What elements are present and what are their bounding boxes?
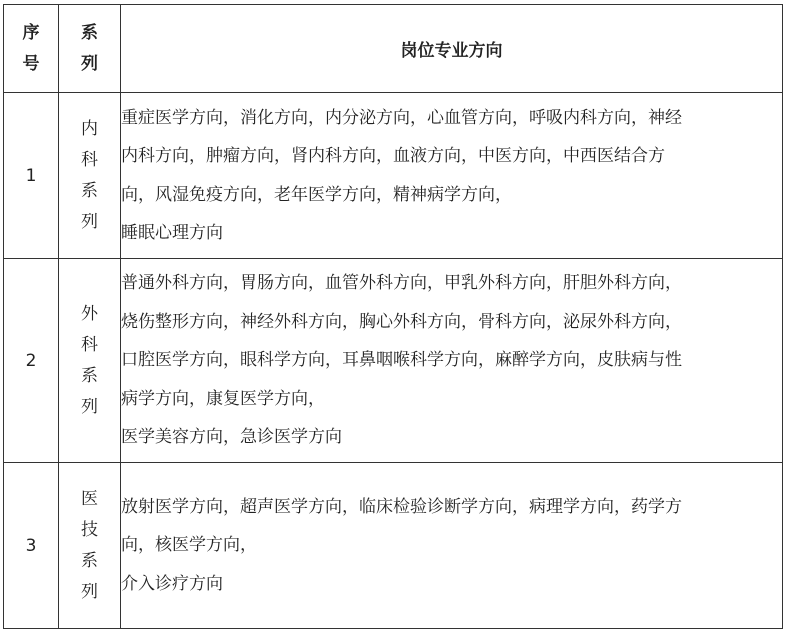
header-no-char: 序 xyxy=(22,22,40,43)
direction-line: 病学方向，康复医学方向， xyxy=(121,388,325,409)
direction-line: 内科方向，肿瘤方向，肾内科方向，血液方向，中医方向，中西医结合方 xyxy=(121,146,665,166)
series-char: 系 xyxy=(81,365,98,386)
table-row xyxy=(4,93,783,259)
series-char: 科 xyxy=(81,334,98,355)
direction-line: 重症医学方向，消化方向，内分泌方向，心血管方向，呼吸内科方向，神经 xyxy=(121,107,682,128)
direction-line: 普通外科方向，胃肠方向，血管外科方向，甲乳外科方向，肝胆外科方向， xyxy=(121,273,682,294)
series-char: 外 xyxy=(81,303,98,324)
header-series-char: 系 xyxy=(81,22,98,43)
series-cell xyxy=(59,463,121,629)
series-cell xyxy=(59,259,121,463)
direction-cell xyxy=(121,259,783,463)
header-series-char: 列 xyxy=(81,53,98,74)
header-row xyxy=(4,5,783,93)
series-char: 列 xyxy=(81,396,98,417)
series-char: 科 xyxy=(81,149,98,170)
direction-line: 烧伤整形方向，神经外科方向，胸心外科方向，骨科方向，泌尿外科方向， xyxy=(121,311,682,332)
row-number: 2 xyxy=(4,259,59,463)
direction-line: 向，核医学方向， xyxy=(121,535,257,556)
header-series xyxy=(59,5,121,93)
series-char: 医 xyxy=(81,488,98,509)
series-char: 系 xyxy=(81,550,98,571)
series-char: 技 xyxy=(81,519,98,540)
direction-line: 医学美容方向，急诊医学方向 xyxy=(121,427,342,448)
header-no-char: 号 xyxy=(22,53,40,74)
direction-cell xyxy=(121,463,783,629)
series-char: 列 xyxy=(81,211,98,232)
direction-line: 向，风湿免疫方向，老年医学方向，精神病学方向， xyxy=(121,184,512,205)
specialty-table xyxy=(3,4,783,629)
header-direction: 岗位专业方向 xyxy=(121,5,783,93)
table-row xyxy=(4,463,783,629)
row-number: 3 xyxy=(4,463,59,629)
header-no xyxy=(4,5,59,93)
series-char: 列 xyxy=(81,581,98,602)
series-cell xyxy=(59,93,121,259)
direction-cell xyxy=(121,93,783,259)
series-char: 系 xyxy=(81,180,98,201)
row-number: 1 xyxy=(4,93,59,259)
direction-line: 睡眠心理方向 xyxy=(121,223,223,243)
series-char: 内 xyxy=(81,118,98,139)
direction-line: 放射医学方向，超声医学方向，临床检验诊断学方向，病理学方向，药学方 xyxy=(121,496,682,517)
direction-line: 介入诊疗方向 xyxy=(121,573,223,594)
direction-line: 口腔医学方向，眼科学方向，耳鼻咽喉科学方向，麻醉学方向，皮肤病与性 xyxy=(121,350,682,371)
table-row xyxy=(4,259,783,463)
